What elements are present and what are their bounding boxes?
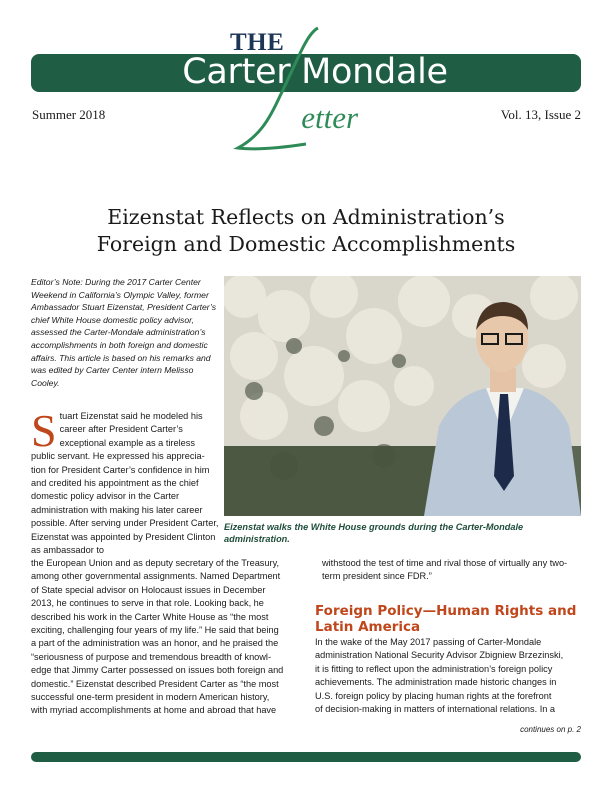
text-line: described his work in the Carter White House as “the most [31,611,269,622]
text-line: of State special advisor on Holocaust issues in December [31,584,266,595]
footer-bar [31,752,581,762]
text-line: exciting, challenging four years of my life.” He said that being [31,625,279,636]
section-heading: Foreign Policy—Human Rights and Latin America [315,603,577,635]
text-line: successful one-term president in modern American history, [31,692,270,703]
text-line: achievements. The administration made historic changes in [315,677,557,688]
text-line: the European Union and as deputy secretary of the Treasury, [31,558,280,568]
section-paragraph [315,636,583,716]
text-line: with myriad accomplishments at home and abroad that have [31,705,277,716]
quote-conclusion: withstood the test of time and rival those of virtually any two-term president since FDR.” [322,558,568,582]
text-line: domestic.” Eizenstat described President Carter as “the most [31,678,279,689]
article-paragraph-1 [31,405,219,557]
text-line: administration National Security Advisor Zbigniew Brzezinski, [315,650,564,661]
masthead-title: Carter Mondale [182,52,448,92]
text-line: 2013, he continues to serve in that role. Looking back, he [31,598,264,609]
text-line: “seriousness of purpose and tremendous breadth of knowl- [31,651,272,662]
text-line: among other governmental assignments. Named Department [31,571,281,582]
article-headline [31,204,581,258]
masthead-the: THE [230,29,285,56]
text-line: edge that Jimmy Carter possessed on issues both foreign and [31,665,284,676]
text-line: In the wake of the May 2017 passing of Carter-Mondale [315,637,542,647]
issue-season: Summer 2018 [32,107,106,122]
text-line: U.S. foreign policy by placing human rights at the forefront [315,690,552,701]
text-line: it is fitting to reflect upon the administration’s foreign policy [315,663,553,674]
continues-link[interactable]: continues on p. 2 [520,725,581,734]
headline-line-2: Foreign and Domestic Accomplishments [96,232,516,256]
headline-line-1: Eizenstat Reflects on Administration’s [107,205,505,229]
masthead-letter: etter [301,100,359,135]
photo-caption: Eizenstat walks the White House grounds during the Carter-Mondale administration. [224,522,524,544]
article-photo [224,276,581,516]
editors-note: Editor’s Note: During the 2017 Carter Center Weekend in California’s Olympic Valley, former Ambassador Stuart Eizenstat, President Carter’s chief White House domestic policy advisor, assessed the Carter-Mondale administration’s accomplishments in both foreign and domestic affairs. This article is based on his remarks and was edited by Carter Center intern Melisso Cooley. [31,277,217,388]
paragraph-1-text: tuart Eizenstat said he modeled his career after President Carter’s exceptional example as a tireless public servant. He expressed his apprecia-tion for President Carter’s confidence in him and credited his appointment as the chief domestic policy advisor in the Carter administration with making his later career possible. After serving under President Carter, Eizenstat was appointed by President Clinton as ambassador to [31,411,219,556]
text-line: of decision-making in matters of international relations. In a [315,704,556,715]
drop-cap: S [31,405,57,456]
photo-illustration [224,276,581,516]
text-line: a part of the administration was an honor, and he praised the [31,638,279,649]
article-continued [31,557,309,718]
issue-volume: Vol. 13, Issue 2 [500,107,581,122]
